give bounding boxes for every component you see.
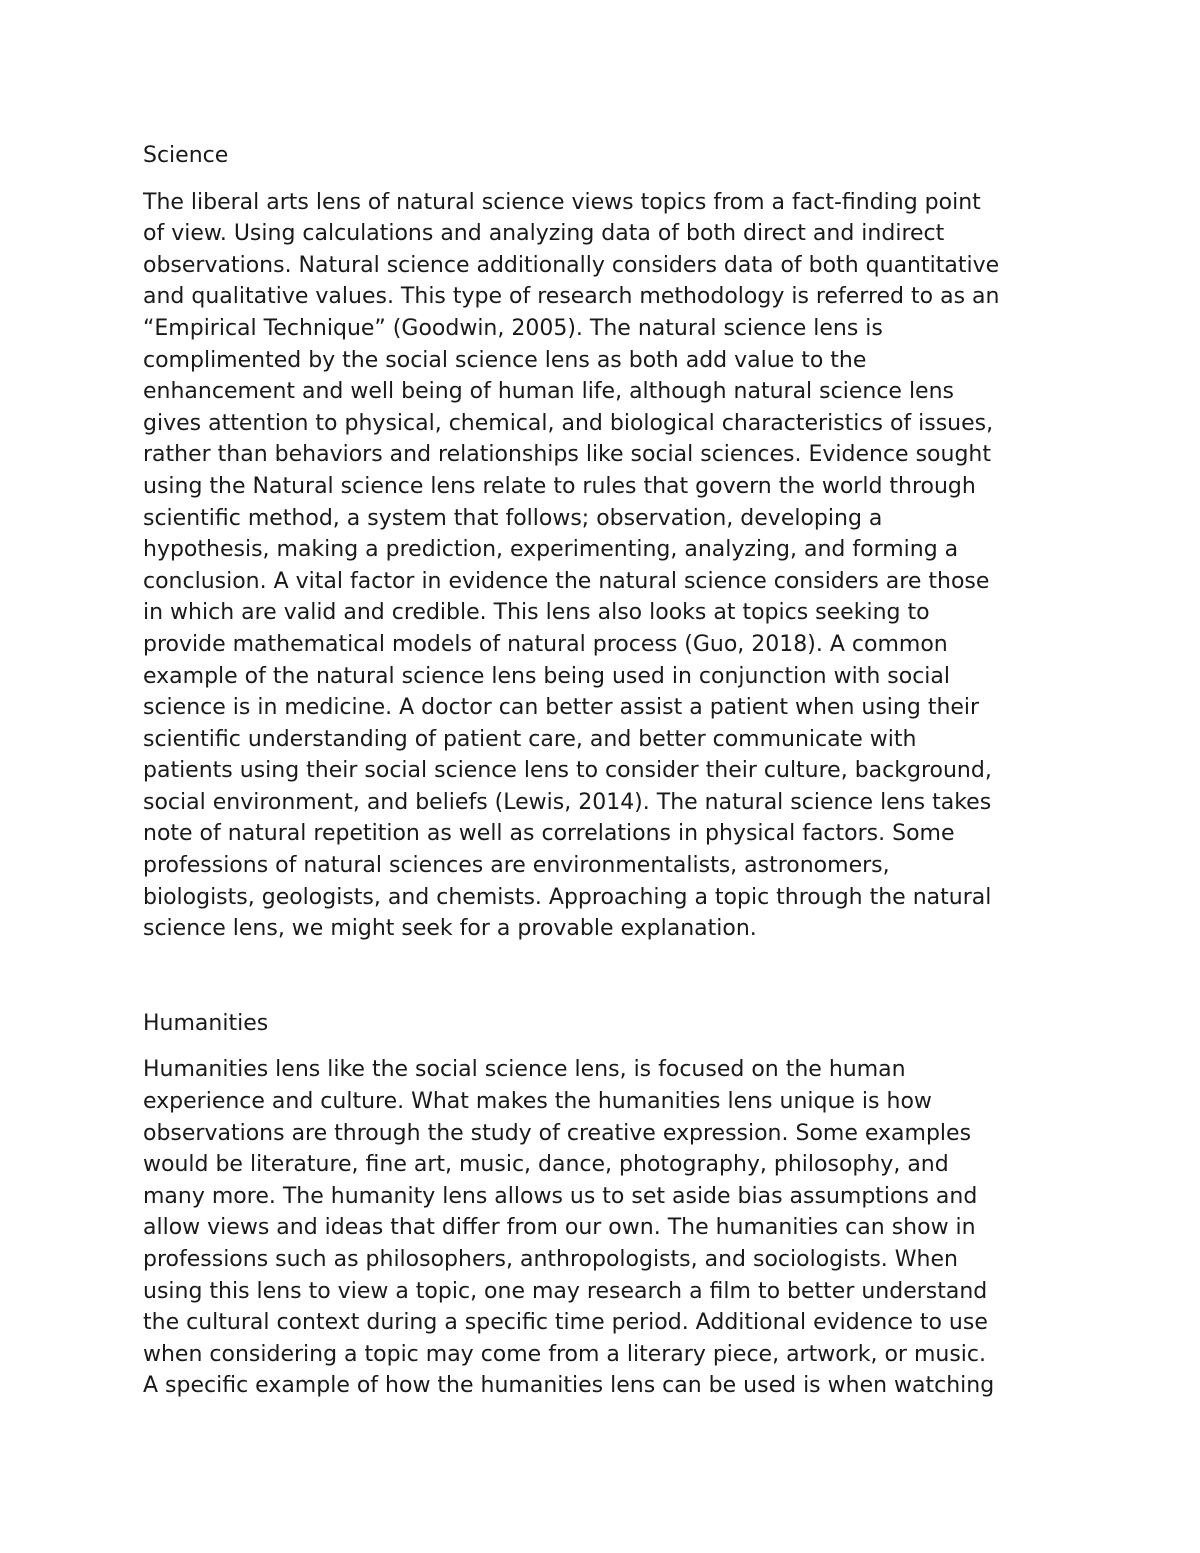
text-line: in which are valid and credible. This lens also looks at topics seeking to (143, 600, 930, 626)
text-line: experience and culture. What makes the humanities lens unique is how (143, 1089, 932, 1115)
text-line: the cultural context during a specific time period. Additional evidence to use (143, 1310, 988, 1336)
text-line: patients using their social science lens to consider their culture, background, (143, 758, 992, 784)
text-line: observations. Natural science additionally considers data of both quantitative (143, 252, 1000, 278)
text-line: A specific example of how the humanities lens can be used is when watching (143, 1373, 995, 1399)
text-line: observations are through the study of creative expression. Some examples (143, 1120, 972, 1146)
section-humanities (143, 1008, 1073, 1402)
text-line: many more. The humanity lens allows us to set aside bias assumptions and (143, 1183, 978, 1209)
text-line: and qualitative values. This type of research methodology is referred to as an (143, 284, 1000, 310)
text-line: professions such as philosophers, anthropologists, and sociologists. When (143, 1247, 958, 1272)
text-line: rather than behaviors and relationships like social sciences. Evidence sought (143, 442, 991, 468)
section-heading: Humanities (143, 1010, 269, 1036)
text-line: “Empirical Technique” (Goodwin, 2005). The natural science lens is (143, 315, 883, 341)
text-line: using the Natural science lens relate to rules that govern the world through (143, 473, 976, 499)
text-line: allow views and ideas that differ from our own. The humanities can show in (143, 1215, 976, 1241)
text-line: science is in medicine. A doctor can better assist a patient when using their (143, 695, 980, 721)
text-line: science lens, we might seek for a provable explanation. (143, 916, 757, 942)
text-line: The liberal arts lens of natural science views topics from a fact-finding point (143, 189, 981, 215)
text-line: social environment, and beliefs (Lewis, 2014). The natural science lens takes (143, 789, 992, 815)
paragraph (143, 187, 1073, 945)
text-line: would be literature, fine art, music, dance, photography, philosophy, and (143, 1152, 949, 1178)
text-line: when considering a topic may come from a literary piece, artwork, or music. (143, 1341, 986, 1367)
text-line: using this lens to view a topic, one may research a film to better understand (143, 1278, 988, 1304)
text-line: professions of natural sciences are environmentalists, astronomers, (143, 853, 890, 879)
paragraph (143, 1054, 1073, 1402)
text-line: enhancement and well being of human life, although natural science lens (143, 379, 954, 405)
text-line: scientific method, a system that follows; observation, developing a (143, 505, 883, 531)
text-line: scientific understanding of patient care, and better communicate with (143, 726, 917, 752)
text-line: biologists, geologists, and chemists. Approaching a topic through the natural (143, 884, 992, 910)
text-line: gives attention to physical, chemical, and biological characteristics of issues, (143, 410, 994, 436)
section-heading: Science (143, 143, 229, 168)
text-line: complimented by the social science lens as both add value to the (143, 347, 867, 373)
text-line: Humanities lens like the social science lens, is focused on the human (143, 1057, 906, 1083)
text-line: note of natural repetition as well as correlations in physical factors. Some (143, 821, 955, 847)
document-body (143, 140, 1073, 1402)
text-line: conclusion. A vital factor in evidence the natural science considers are those (143, 568, 990, 594)
section-science (143, 140, 1073, 945)
text-line: example of the natural science lens being used in conjunction with social (143, 663, 951, 689)
text-line: hypothesis, making a prediction, experimenting, analyzing, and forming a (143, 537, 959, 563)
text-line: provide mathematical models of natural process (Guo, 2018). A common (143, 631, 948, 657)
text-line: of view. Using calculations and analyzing data of both direct and indirect (143, 221, 945, 247)
